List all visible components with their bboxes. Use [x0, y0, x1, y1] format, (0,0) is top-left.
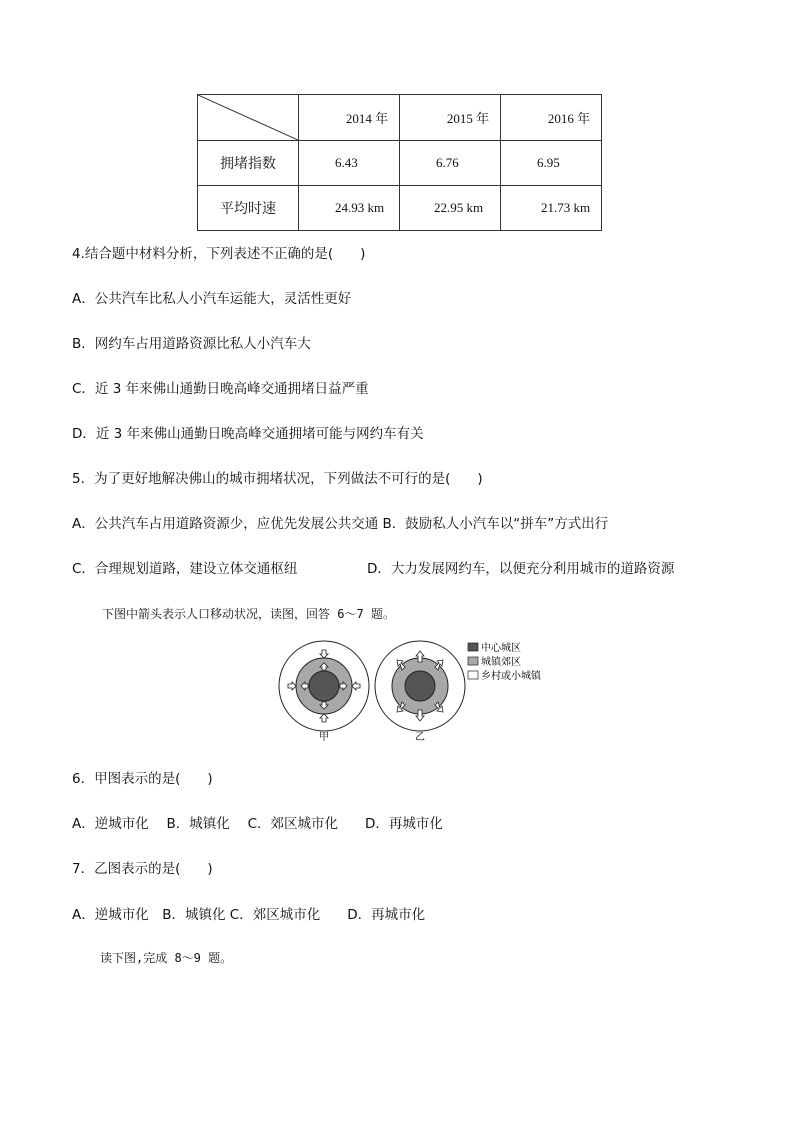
figure-legend	[468, 641, 542, 682]
question-4-option-d: D．近 3 年来佛山通勤日晚高峰交通拥堵可能与网约车有关	[72, 426, 424, 442]
row-label: 平均时速	[198, 186, 299, 231]
question-6-options: A．逆城市化 B．城镇化 C．郊区城市化 D．再城市化	[72, 816, 443, 832]
table-header-row	[198, 95, 602, 141]
label-yi: 乙	[415, 732, 425, 743]
header-cell: 2016 年	[501, 95, 602, 141]
table-cell: 24.93 km	[299, 186, 400, 231]
question-4-option-b: B．网约车占用道路资源比私人小汽车大	[72, 336, 311, 352]
table-cell: 21.73 km	[501, 186, 602, 231]
legend-swatch-suburb	[468, 657, 478, 665]
center-core	[309, 671, 339, 701]
figure-intro-8-9: 读下图,完成 8～9 题。	[100, 951, 233, 965]
question-4-option-c: C．近 3 年来佛山通勤日晚高峰交通拥堵日益严重	[72, 381, 369, 397]
diagonal-header-cell	[198, 95, 299, 141]
congestion-table	[197, 94, 602, 231]
legend-label: 中心城区	[481, 643, 521, 654]
legend-swatch-center	[468, 643, 478, 651]
table-cell: 6.43	[299, 141, 400, 186]
legend-swatch-rural	[468, 671, 478, 679]
question-5-stem: 5．为了更好地解决佛山的城市拥堵状况，下列做法不可行的是( )	[72, 471, 483, 487]
header-cell: 2014 年	[299, 95, 400, 141]
header-cell: 2015 年	[400, 95, 501, 141]
question-7-stem: 7．乙图表示的是( )	[72, 861, 213, 877]
diagram-yi	[375, 641, 465, 743]
urbanization-figure	[276, 640, 556, 744]
table-cell: 6.95	[501, 141, 602, 186]
table-cell: 6.76	[400, 141, 501, 186]
question-5-option-c: C．合理规划道路，建设立体交通枢纽	[72, 561, 298, 577]
row-label: 拥堵指数	[198, 141, 299, 186]
diagram-jia	[279, 641, 369, 743]
question-6-stem: 6．甲图表示的是( )	[72, 771, 213, 787]
question-7-options: A．逆城市化 B．城镇化 C．郊区城市化 D．再城市化	[72, 907, 426, 923]
diagonal-line	[198, 95, 298, 140]
table-row	[198, 141, 602, 186]
question-4-stem: 4.结合题中材料分析，下列表述不正确的是( )	[72, 246, 366, 262]
table-row	[198, 186, 602, 231]
figure-intro-6-7: 下图中箭头表示人口移动状况，读图，回答 6～7 题。	[102, 607, 395, 621]
center-core	[405, 671, 435, 701]
legend-label: 乡村或小城镇	[481, 671, 541, 682]
label-jia: 甲	[319, 732, 329, 743]
legend-label: 城镇郊区	[481, 657, 521, 668]
question-5-options-ab: A．公共汽车占用道路资源少，应优先发展公共交通 B．鼓励私人小汽车以“拼车”方式出行	[72, 516, 609, 532]
question-5-option-d: D．大力发展网约车，以便充分利用城市的道路资源	[367, 561, 675, 577]
table-cell: 22.95 km	[400, 186, 501, 231]
question-4-option-a: A．公共汽车比私人小汽车运能大，灵活性更好	[72, 291, 352, 307]
